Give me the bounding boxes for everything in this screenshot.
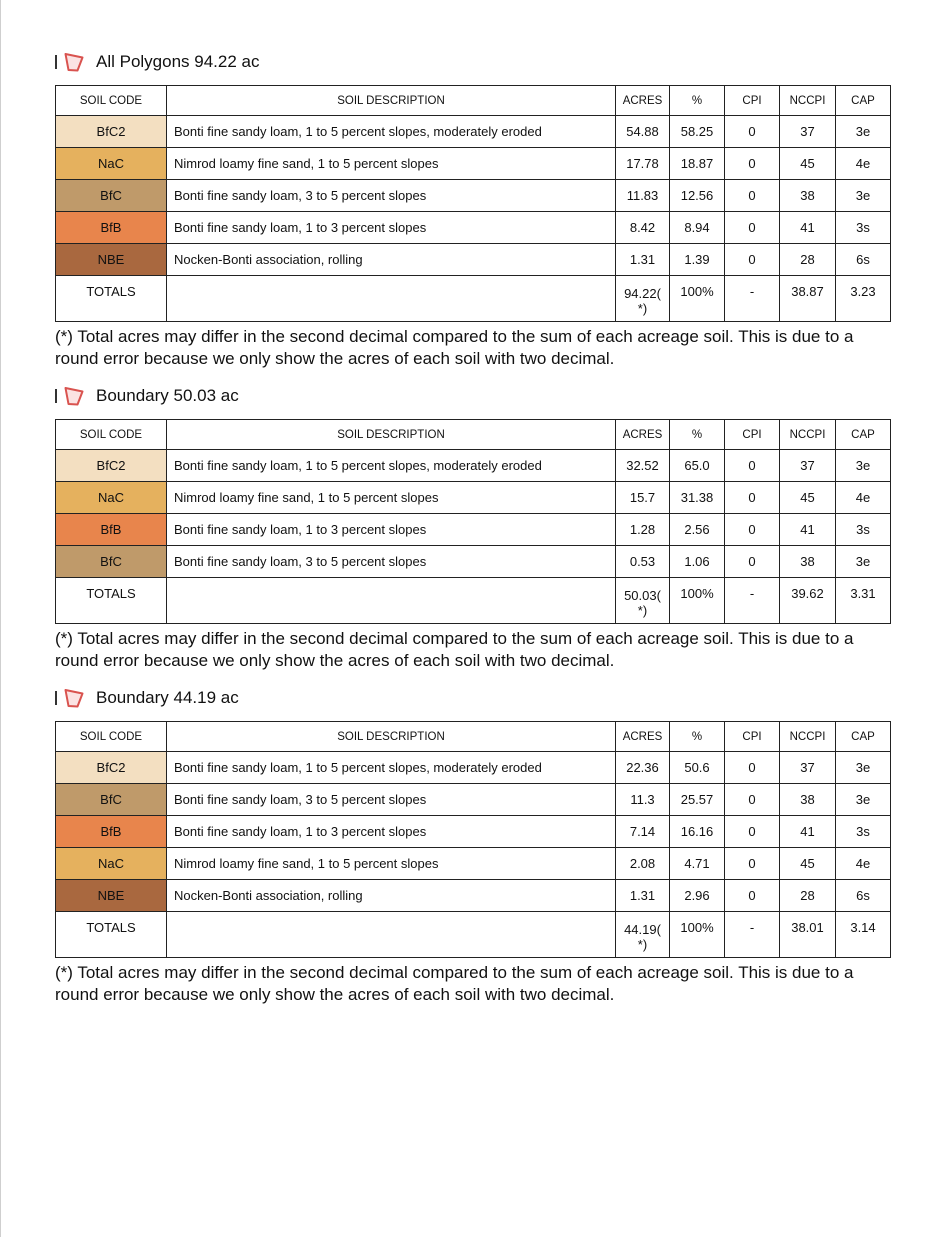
cap-value: 3e bbox=[836, 546, 891, 578]
soil-table bbox=[55, 85, 891, 322]
soil-table bbox=[55, 419, 891, 624]
soil-code-cell bbox=[56, 244, 167, 276]
percent-value: 25.57 bbox=[670, 784, 725, 816]
nccpi-value: 41 bbox=[780, 514, 836, 546]
table-row bbox=[56, 450, 891, 482]
nccpi-value: 38 bbox=[780, 784, 836, 816]
acres-value: 1.31 bbox=[616, 880, 670, 912]
header-cpi: CPI bbox=[725, 420, 780, 450]
rounding-note: (*) Total acres may differ in the second decimal compared to the sum of each acreage soil. This is due to a round error because we only show the acres of each soil with two decimal. bbox=[55, 629, 854, 670]
header-percent: % bbox=[670, 420, 725, 450]
section-title: Boundary 44.19 ac bbox=[96, 688, 239, 707]
totals-label: TOTALS bbox=[56, 912, 167, 958]
totals-nccpi: 39.62 bbox=[780, 578, 836, 624]
totals-cpi: - bbox=[725, 578, 780, 624]
soil-description: Nimrod loamy fine sand, 1 to 5 percent slopes bbox=[167, 482, 616, 514]
cpi-value: 0 bbox=[725, 816, 780, 848]
totals-acres-line1: 44.19( bbox=[624, 922, 661, 937]
soil-code-cell bbox=[56, 180, 167, 212]
nccpi-value: 28 bbox=[780, 880, 836, 912]
acres-value: 8.42 bbox=[616, 212, 670, 244]
totals-acres bbox=[616, 276, 670, 322]
soil-description: Bonti fine sandy loam, 3 to 5 percent slopes bbox=[167, 784, 616, 816]
cap-value: 4e bbox=[836, 148, 891, 180]
cpi-value: 0 bbox=[725, 848, 780, 880]
cpi-value: 0 bbox=[725, 180, 780, 212]
cap-value: 3s bbox=[836, 514, 891, 546]
cpi-value: 0 bbox=[725, 482, 780, 514]
soil-code: NBE bbox=[97, 252, 125, 267]
soil-code-cell bbox=[56, 880, 167, 912]
nccpi-value: 37 bbox=[780, 116, 836, 148]
soil-description: Bonti fine sandy loam, 1 to 5 percent slopes, moderately eroded bbox=[167, 752, 616, 784]
totals-acres-line1: 94.22( bbox=[624, 286, 661, 301]
header-soil-code: SOIL CODE bbox=[56, 722, 167, 752]
soil-code-cell bbox=[56, 148, 167, 180]
header-cap: CAP bbox=[836, 420, 891, 450]
cpi-value: 0 bbox=[725, 784, 780, 816]
table-header-row bbox=[56, 420, 891, 450]
table-row bbox=[56, 880, 891, 912]
totals-cpi: - bbox=[725, 276, 780, 322]
section-header bbox=[55, 384, 890, 408]
percent-value: 4.71 bbox=[670, 848, 725, 880]
soil-description: Nimrod loamy fine sand, 1 to 5 percent slopes bbox=[167, 148, 616, 180]
header-nccpi: NCCPI bbox=[780, 420, 836, 450]
header-acres: ACRES bbox=[616, 420, 670, 450]
nccpi-value: 41 bbox=[780, 212, 836, 244]
table-row bbox=[56, 180, 891, 212]
soil-section bbox=[55, 384, 890, 672]
cap-value: 3e bbox=[836, 784, 891, 816]
soil-code: NBE bbox=[97, 888, 125, 903]
soil-code: BfB bbox=[100, 824, 122, 839]
totals-description-empty bbox=[167, 276, 616, 322]
totals-acres bbox=[616, 912, 670, 958]
table-row bbox=[56, 784, 891, 816]
totals-nccpi: 38.01 bbox=[780, 912, 836, 958]
header-percent: % bbox=[670, 86, 725, 116]
nccpi-value: 38 bbox=[780, 180, 836, 212]
percent-value: 16.16 bbox=[670, 816, 725, 848]
header-cap: CAP bbox=[836, 86, 891, 116]
soil-code-cell bbox=[56, 212, 167, 244]
soil-code-cell bbox=[56, 482, 167, 514]
soil-code: BfC2 bbox=[96, 458, 126, 473]
table-row bbox=[56, 848, 891, 880]
header-cap: CAP bbox=[836, 722, 891, 752]
percent-value: 2.96 bbox=[670, 880, 725, 912]
totals-percent: 100% bbox=[670, 578, 725, 624]
section-title: All Polygons 94.22 ac bbox=[96, 52, 260, 71]
header-percent: % bbox=[670, 722, 725, 752]
table-row bbox=[56, 816, 891, 848]
percent-value: 12.56 bbox=[670, 180, 725, 212]
percent-value: 18.87 bbox=[670, 148, 725, 180]
soil-code-cell bbox=[56, 450, 167, 482]
soil-code: BfC bbox=[100, 188, 122, 203]
soil-code-cell bbox=[56, 784, 167, 816]
acres-value: 1.28 bbox=[616, 514, 670, 546]
cap-value: 3s bbox=[836, 212, 891, 244]
percent-value: 8.94 bbox=[670, 212, 725, 244]
totals-acres-line2: *) bbox=[637, 603, 648, 618]
cap-value: 3e bbox=[836, 180, 891, 212]
table-row bbox=[56, 148, 891, 180]
soil-code-cell bbox=[56, 848, 167, 880]
soil-code: BfB bbox=[100, 522, 122, 537]
nccpi-value: 28 bbox=[780, 244, 836, 276]
cap-value: 3e bbox=[836, 116, 891, 148]
page-edge bbox=[0, 0, 1, 1237]
table-row bbox=[56, 514, 891, 546]
soil-code-cell bbox=[56, 116, 167, 148]
table-row bbox=[56, 116, 891, 148]
nccpi-value: 45 bbox=[780, 148, 836, 180]
acres-value: 54.88 bbox=[616, 116, 670, 148]
soil-description: Bonti fine sandy loam, 1 to 3 percent slopes bbox=[167, 212, 616, 244]
report-content bbox=[55, 50, 890, 1020]
totals-cap: 3.31 bbox=[836, 578, 891, 624]
cap-value: 3s bbox=[836, 816, 891, 848]
cpi-value: 0 bbox=[725, 148, 780, 180]
nccpi-value: 45 bbox=[780, 848, 836, 880]
cap-value: 4e bbox=[836, 482, 891, 514]
polygon-icon bbox=[63, 51, 85, 73]
percent-value: 58.25 bbox=[670, 116, 725, 148]
header-cpi: CPI bbox=[725, 722, 780, 752]
totals-cpi: - bbox=[725, 912, 780, 958]
totals-cap: 3.23 bbox=[836, 276, 891, 322]
acres-value: 7.14 bbox=[616, 816, 670, 848]
cpi-value: 0 bbox=[725, 244, 780, 276]
totals-acres-line2: *) bbox=[637, 937, 648, 952]
acres-value: 22.36 bbox=[616, 752, 670, 784]
header-cpi: CPI bbox=[725, 86, 780, 116]
header-soil-description: SOIL DESCRIPTION bbox=[167, 722, 616, 752]
nccpi-value: 41 bbox=[780, 816, 836, 848]
section-title: Boundary 50.03 ac bbox=[96, 386, 239, 405]
totals-label: TOTALS bbox=[56, 276, 167, 322]
soil-code-cell bbox=[56, 816, 167, 848]
percent-value: 31.38 bbox=[670, 482, 725, 514]
table-row bbox=[56, 752, 891, 784]
soil-section bbox=[55, 50, 890, 370]
section-marker bbox=[55, 55, 57, 69]
soil-description: Bonti fine sandy loam, 1 to 5 percent slopes, moderately eroded bbox=[167, 116, 616, 148]
header-soil-code: SOIL CODE bbox=[56, 420, 167, 450]
header-nccpi: NCCPI bbox=[780, 86, 836, 116]
soil-code: BfC2 bbox=[96, 124, 126, 139]
header-soil-description: SOIL DESCRIPTION bbox=[167, 420, 616, 450]
cpi-value: 0 bbox=[725, 514, 780, 546]
section-marker bbox=[55, 389, 57, 403]
rounding-note: (*) Total acres may differ in the second decimal compared to the sum of each acreage soil. This is due to a round error because we only show the acres of each soil with two decimal. bbox=[55, 327, 854, 368]
totals-row bbox=[56, 912, 891, 958]
percent-value: 50.6 bbox=[670, 752, 725, 784]
cap-value: 4e bbox=[836, 848, 891, 880]
soil-description: Bonti fine sandy loam, 3 to 5 percent slopes bbox=[167, 546, 616, 578]
acres-value: 17.78 bbox=[616, 148, 670, 180]
nccpi-value: 38 bbox=[780, 546, 836, 578]
soil-code-cell bbox=[56, 514, 167, 546]
header-acres: ACRES bbox=[616, 86, 670, 116]
soil-code: BfC2 bbox=[96, 760, 126, 775]
table-row bbox=[56, 212, 891, 244]
totals-acres-line2: *) bbox=[637, 301, 648, 316]
acres-value: 11.83 bbox=[616, 180, 670, 212]
soil-description: Bonti fine sandy loam, 1 to 3 percent slopes bbox=[167, 514, 616, 546]
polygon-icon bbox=[63, 687, 85, 709]
acres-value: 15.7 bbox=[616, 482, 670, 514]
totals-percent: 100% bbox=[670, 276, 725, 322]
table-header-row bbox=[56, 86, 891, 116]
soil-code-cell bbox=[56, 752, 167, 784]
nccpi-value: 37 bbox=[780, 450, 836, 482]
table-row bbox=[56, 482, 891, 514]
cpi-value: 0 bbox=[725, 752, 780, 784]
totals-description-empty bbox=[167, 912, 616, 958]
table-header-row bbox=[56, 722, 891, 752]
totals-description-empty bbox=[167, 578, 616, 624]
soil-code: BfC bbox=[100, 554, 122, 569]
soil-description: Bonti fine sandy loam, 1 to 3 percent slopes bbox=[167, 816, 616, 848]
percent-value: 65.0 bbox=[670, 450, 725, 482]
soil-code: NaC bbox=[97, 490, 124, 505]
totals-label: TOTALS bbox=[56, 578, 167, 624]
soil-description: Bonti fine sandy loam, 1 to 5 percent slopes, moderately eroded bbox=[167, 450, 616, 482]
totals-nccpi: 38.87 bbox=[780, 276, 836, 322]
soil-code: NaC bbox=[97, 156, 124, 171]
nccpi-value: 37 bbox=[780, 752, 836, 784]
section-header bbox=[55, 686, 890, 710]
cpi-value: 0 bbox=[725, 450, 780, 482]
header-soil-code: SOIL CODE bbox=[56, 86, 167, 116]
totals-acres-line1: 50.03( bbox=[624, 588, 661, 603]
cap-value: 3e bbox=[836, 752, 891, 784]
acres-value: 1.31 bbox=[616, 244, 670, 276]
nccpi-value: 45 bbox=[780, 482, 836, 514]
acres-value: 32.52 bbox=[616, 450, 670, 482]
soil-code: BfC bbox=[100, 792, 122, 807]
soil-section bbox=[55, 686, 890, 1006]
rounding-note: (*) Total acres may differ in the second decimal compared to the sum of each acreage soil. This is due to a round error because we only show the acres of each soil with two decimal. bbox=[55, 963, 854, 1004]
soil-code: NaC bbox=[97, 856, 124, 871]
totals-cap: 3.14 bbox=[836, 912, 891, 958]
totals-percent: 100% bbox=[670, 912, 725, 958]
soil-description: Nocken-Bonti association, rolling bbox=[167, 880, 616, 912]
cpi-value: 0 bbox=[725, 212, 780, 244]
acres-value: 2.08 bbox=[616, 848, 670, 880]
cpi-value: 0 bbox=[725, 546, 780, 578]
soil-table bbox=[55, 721, 891, 958]
header-soil-description: SOIL DESCRIPTION bbox=[167, 86, 616, 116]
totals-row bbox=[56, 276, 891, 322]
header-acres: ACRES bbox=[616, 722, 670, 752]
percent-value: 1.39 bbox=[670, 244, 725, 276]
totals-row bbox=[56, 578, 891, 624]
soil-description: Nimrod loamy fine sand, 1 to 5 percent slopes bbox=[167, 848, 616, 880]
header-nccpi: NCCPI bbox=[780, 722, 836, 752]
cpi-value: 0 bbox=[725, 880, 780, 912]
table-row bbox=[56, 546, 891, 578]
polygon-icon bbox=[63, 385, 85, 407]
totals-acres bbox=[616, 578, 670, 624]
percent-value: 1.06 bbox=[670, 546, 725, 578]
acres-value: 11.3 bbox=[616, 784, 670, 816]
acres-value: 0.53 bbox=[616, 546, 670, 578]
section-marker bbox=[55, 691, 57, 705]
cap-value: 6s bbox=[836, 244, 891, 276]
soil-code: BfB bbox=[100, 220, 122, 235]
table-row bbox=[56, 244, 891, 276]
section-header bbox=[55, 50, 890, 74]
cap-value: 6s bbox=[836, 880, 891, 912]
soil-code-cell bbox=[56, 546, 167, 578]
percent-value: 2.56 bbox=[670, 514, 725, 546]
soil-description: Bonti fine sandy loam, 3 to 5 percent slopes bbox=[167, 180, 616, 212]
cap-value: 3e bbox=[836, 450, 891, 482]
cpi-value: 0 bbox=[725, 116, 780, 148]
soil-description: Nocken-Bonti association, rolling bbox=[167, 244, 616, 276]
